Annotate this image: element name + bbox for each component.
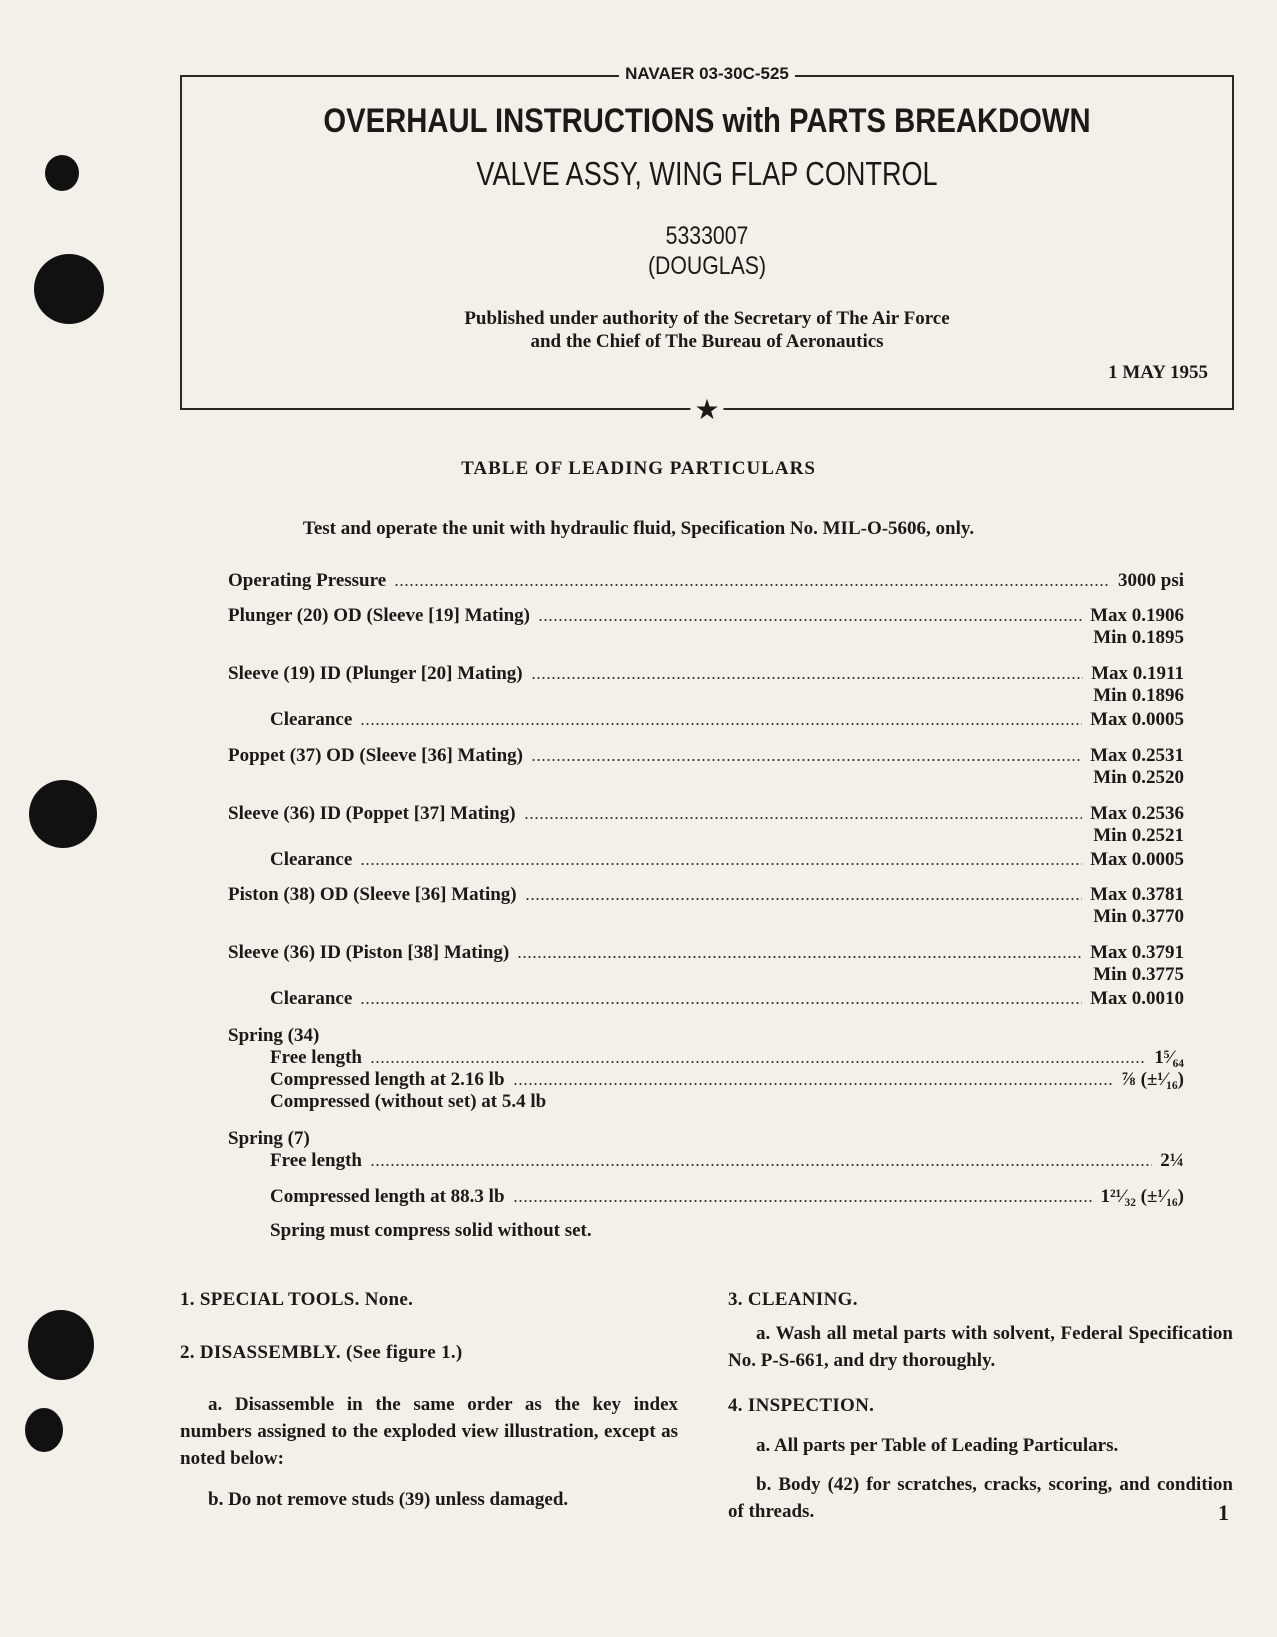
- particulars-title: TABLE OF LEADING PARTICULARS: [461, 458, 816, 479]
- disassembly-step-b: b. Do not remove studs (39) unless damaged.: [208, 1489, 569, 1510]
- authority-line: Published under authority of the Secretary of The Air Force: [464, 308, 950, 329]
- particulars-intro: Test and operate the unit with hydraulic fluid, Specification No. MIL-O-5606, only.: [302, 518, 975, 539]
- spec-note: Spring must compress solid without set.: [270, 1220, 592, 1241]
- spec-value: ⅞ (±¹⁄₁₆): [1121, 1069, 1184, 1090]
- section-cleaning-heading: 3. CLEANING.: [728, 1289, 858, 1310]
- spec-max: Max 0.2531: [1090, 745, 1184, 766]
- leader-dots: [513, 1199, 1093, 1203]
- spec-value: 1⁵⁄₆₄: [1154, 1047, 1184, 1068]
- spec-label: Operating Pressure: [228, 570, 387, 591]
- spec-label: Free length: [270, 1150, 362, 1171]
- spec-plunger-od: [228, 605, 1184, 649]
- leader-dots: [360, 1001, 1082, 1005]
- spec-min: Min 0.3775: [1093, 964, 1184, 985]
- spec-label: Compressed (without set) at 5.4 lb: [270, 1091, 547, 1112]
- spec-value: 1²¹⁄₃₂ (±¹⁄₁₆): [1100, 1186, 1184, 1207]
- leader-dots: [531, 676, 1083, 680]
- authority-statement: [182, 307, 1232, 353]
- spec-value: 2¼: [1160, 1150, 1184, 1171]
- spec-operating-pressure: [228, 570, 1184, 592]
- disassembly-step-a: a. Disassemble in the same order as the key index numbers assigned to the exploded view illustration, except as noted below:: [180, 1394, 678, 1469]
- spec-max: Max 0.1906: [1090, 605, 1184, 626]
- publication-date: 1 MAY 1955: [1108, 362, 1208, 383]
- spec-piston-od: [228, 884, 1184, 928]
- spec-label: Sleeve (19) ID (Plunger [20] Mating): [228, 663, 523, 684]
- spec-label: Poppet (37) OD (Sleeve [36] Mating): [228, 745, 523, 766]
- spec-min: Min 0.2520: [1093, 767, 1184, 788]
- spec-clearance: [228, 849, 1184, 871]
- spec-label: Sleeve (36) ID (Piston [38] Mating): [228, 942, 510, 963]
- leader-dots: [370, 1163, 1152, 1167]
- spec-sleeve36-poppet: [228, 803, 1184, 847]
- leader-dots: [524, 816, 1082, 820]
- leader-dots: [370, 1060, 1146, 1064]
- spec-label: Clearance: [270, 849, 353, 870]
- cleaning-step-a: a. Wash all metal parts with solvent, Federal Specification No. P-S-661, and dry thoroughly.: [728, 1323, 1233, 1371]
- manufacturer: (DOUGLAS): [647, 252, 767, 280]
- leader-dots: [517, 955, 1082, 959]
- leader-dots: [525, 897, 1082, 901]
- spec-max: Max 0.3781: [1090, 884, 1184, 905]
- spec-sleeve19-id: [228, 663, 1184, 707]
- leader-dots: [360, 722, 1082, 726]
- spec-value: Max 0.0005: [1090, 849, 1184, 870]
- spec-label: Piston (38) OD (Sleeve [36] Mating): [228, 884, 517, 905]
- spec-label: Clearance: [270, 709, 353, 730]
- inspection-step-b: b. Body (42) for scratches, cracks, scoring, and condition of threads.: [728, 1474, 1233, 1522]
- spec-max: Max 0.2536: [1090, 803, 1184, 824]
- spec-min: Min 0.1895: [1093, 627, 1184, 648]
- spec-label: Spring (7): [228, 1128, 310, 1149]
- spec-value: 3000 psi: [1118, 570, 1184, 591]
- binder-hole: [34, 254, 104, 324]
- spec-sleeve36-piston: [228, 942, 1184, 986]
- document-number: NAVAER 03-30C-525: [182, 64, 1232, 84]
- leader-dots: [360, 862, 1082, 866]
- binder-hole: [45, 155, 79, 191]
- spec-value: Max 0.0010: [1090, 988, 1184, 1009]
- spec-label: Free length: [270, 1047, 362, 1068]
- part-number: 5333007: [665, 222, 749, 250]
- spec-spring-34: [228, 1025, 1184, 1113]
- spec-max: Max 0.3791: [1090, 942, 1184, 963]
- spec-min: Min 0.1896: [1093, 685, 1184, 706]
- spec-label: Sleeve (36) ID (Poppet [37] Mating): [228, 803, 516, 824]
- star-icon: ★: [690, 394, 723, 426]
- spec-max: Max 0.1911: [1091, 663, 1184, 684]
- spec-label: Compressed length at 88.3 lb: [270, 1186, 505, 1207]
- spec-min: Min 0.3770: [1093, 906, 1184, 927]
- spec-spring-7: [228, 1128, 1184, 1242]
- authority-line: and the Chief of The Bureau of Aeronautics: [530, 331, 884, 352]
- leader-dots: [513, 1082, 1114, 1086]
- spec-clearance: [228, 709, 1184, 731]
- spec-min: Min 0.2521: [1093, 825, 1184, 846]
- page-number: 1: [1218, 1500, 1229, 1525]
- section-disassembly-heading: 2. DISASSEMBLY. (See figure 1.): [180, 1342, 463, 1363]
- spec-clearance: [228, 988, 1184, 1010]
- leader-dots: [394, 583, 1110, 587]
- spec-label: Plunger (20) OD (Sleeve [19] Mating): [228, 605, 531, 626]
- binder-hole: [29, 780, 97, 848]
- leader-dots: [531, 758, 1082, 762]
- binder-hole: [28, 1310, 94, 1380]
- section-inspection-heading: 4. INSPECTION.: [728, 1395, 875, 1416]
- main-title: OVERHAUL INSTRUCTIONS with PARTS BREAKDOWN: [323, 102, 1091, 140]
- binder-hole: [25, 1408, 63, 1452]
- leader-dots: [538, 618, 1082, 622]
- section-special-tools: 1. SPECIAL TOOLS. None.: [180, 1289, 414, 1310]
- spec-poppet-od: [228, 745, 1184, 789]
- spec-value: Max 0.0005: [1090, 709, 1184, 730]
- spec-label: Compressed length at 2.16 lb: [270, 1069, 505, 1090]
- spec-label: Spring (34): [228, 1025, 320, 1046]
- spec-label: Clearance: [270, 988, 353, 1009]
- header-box: [180, 64, 1234, 426]
- inspection-step-a: a. All parts per Table of Leading Particulars.: [756, 1435, 1119, 1456]
- subtitle: VALVE ASSY, WING FLAP CONTROL: [476, 155, 938, 192]
